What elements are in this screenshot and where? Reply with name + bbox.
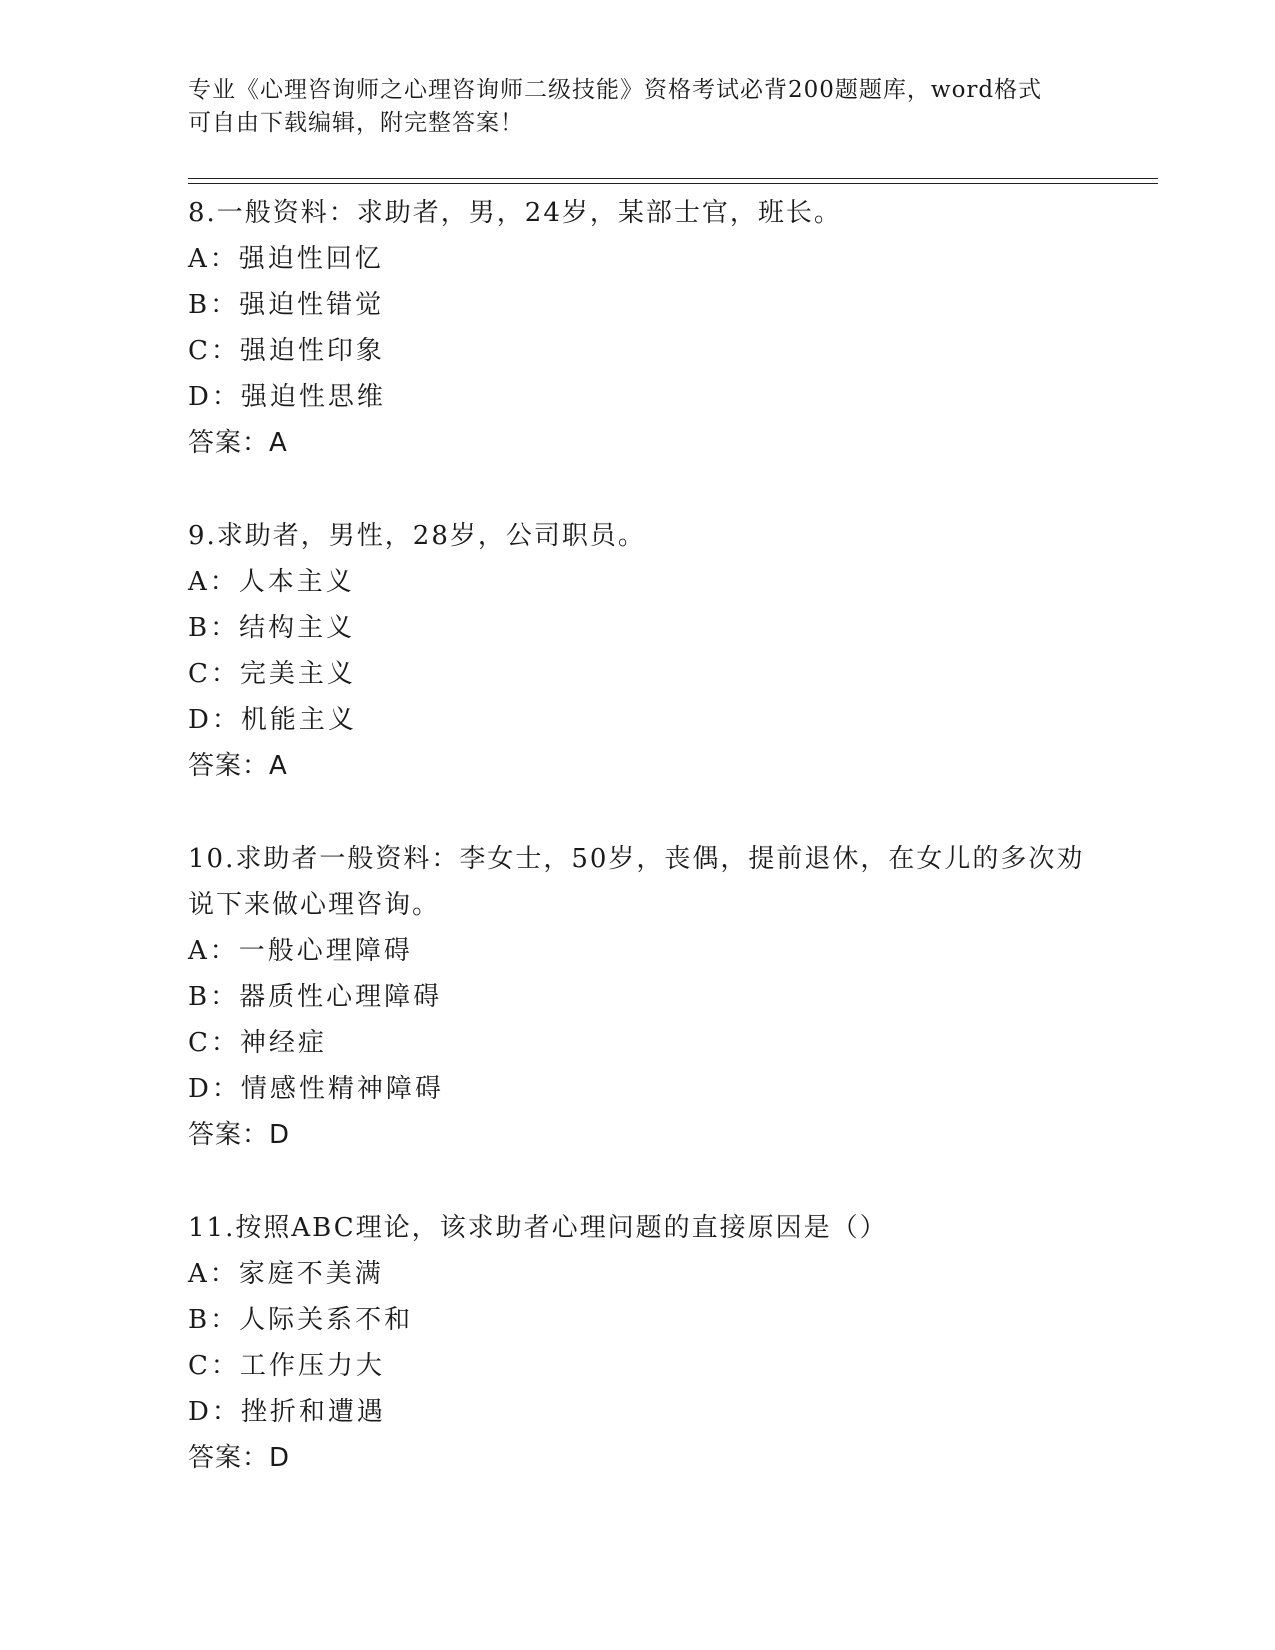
option-a: A：家庭不美满 [188, 1259, 384, 1289]
question-list [188, 190, 1158, 1528]
option-b: B：人际关系不和 [188, 1305, 414, 1335]
answer: 答案：A [188, 428, 288, 458]
header-line-2: 可自由下载编辑，附完整答案！ [188, 110, 524, 136]
header-line-1: 专业《心理咨询师之心理咨询师二级技能》资格考试必背200题题库，word格式 [188, 77, 1043, 103]
answer: 答案：D [188, 1120, 291, 1150]
option-c: C：完美主义 [188, 659, 356, 689]
option-a: A：强迫性回忆 [188, 244, 384, 274]
option-d: D：强迫性思维 [188, 382, 386, 412]
question-10 [188, 836, 1158, 1158]
answer: 答案：D [188, 1443, 291, 1473]
option-d: D：挫折和遭遇 [188, 1397, 386, 1427]
option-a: A：一般心理障碍 [188, 936, 413, 966]
option-d: D：机能主义 [188, 705, 357, 735]
question-9 [188, 513, 1158, 789]
option-d: D：情感性精神障碍 [188, 1074, 444, 1104]
question-text: 11.按照ABC理论，该求助者心理问题的直接原因是（） [188, 1213, 888, 1243]
option-c: C：神经症 [188, 1028, 327, 1058]
option-a: A：人本主义 [188, 567, 355, 597]
answer: 答案：A [188, 751, 288, 781]
option-b: B：结构主义 [188, 613, 356, 643]
option-c: C：工作压力大 [188, 1351, 385, 1381]
question-text: 9.求助者，男性，28岁，公司职员。 [188, 521, 646, 551]
option-c: C：强迫性印象 [188, 336, 385, 366]
header-divider-top [188, 178, 1158, 179]
question-8 [188, 190, 1158, 466]
question-text: 8.一般资料：求助者，男，24岁，某部士官，班长。 [188, 198, 842, 228]
document-header [188, 74, 1088, 140]
option-b: B：强迫性错觉 [188, 290, 385, 320]
question-text: 10.求助者一般资料：李女士，50岁，丧偶，提前退休，在女儿的多次劝说下来做心理咨询。 [188, 844, 1085, 920]
header-divider-bottom [188, 183, 1158, 184]
option-b: B：器质性心理障碍 [188, 982, 443, 1012]
question-11 [188, 1205, 1158, 1481]
